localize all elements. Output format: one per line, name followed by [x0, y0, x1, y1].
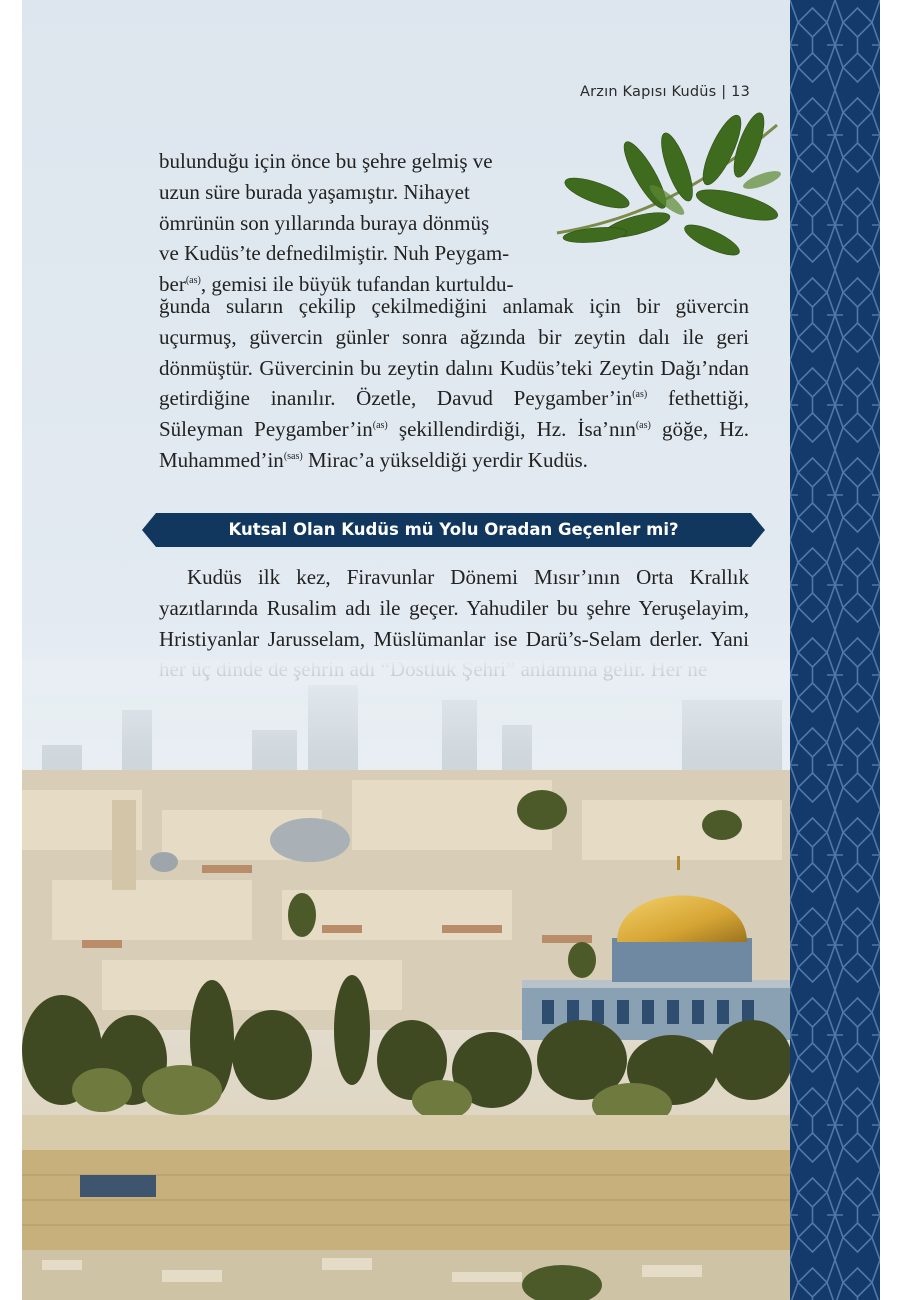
jerusalem-cityscape-photo — [22, 660, 790, 1300]
intro-lines — [159, 146, 549, 300]
section-heading-banner — [142, 513, 765, 547]
section-heading: Kutsal Olan Kudüs mü Yolu Oradan Geçenler mi? — [228, 520, 679, 539]
intro-line-5: ber$^{(as)}$, gemisi ile büyük tufandan kurtuldu- — [159, 272, 514, 297]
decorative-side-border — [790, 0, 880, 1300]
intro-line-2: uzun süre burada yaşamıştır. Nihayet — [159, 179, 470, 204]
book-page — [22, 0, 790, 1300]
geometric-pattern — [790, 0, 880, 1300]
olive-branch-illustration — [537, 105, 790, 275]
intro-paragraph-continued: ğunda suların çekilip çekilmediğini anlamak için bir güvercin uçurmuş, güvercin günler sonra ağzında bir zeytin dalı ile geri dönmüştür. Güvercinin bu zeytin dalını Kudüs’teki Zeytin Dağı’ndan getirdiğine inanılır. Özetle, Davud $Peygamber’in^{(as)}$ fethettiği, Süleyman $Peygamber’in^{(as)}$ şekillendirdiği, Hz. İsa’nın$^{(as)}$ göğe, Hz. $Muhammed’in^{(sas)}$ Mirac’a yükseldiği yerdir Kudüs. — [159, 294, 749, 472]
intro-line-3: ömrünün son yıllarında buraya dönmüş — [159, 210, 490, 235]
intro-line-1: bulunduğu için önce bu şehre gelmiş ve — [159, 149, 493, 173]
intro-line-4: ve Kudüs’te defnedilmiştir. Nuh Peygam- — [159, 241, 510, 266]
running-header: Arzın Kapısı Kudüs | 13 — [580, 84, 750, 100]
section-paragraph: Kudüs ilk kez, Firavunlar Dönemi Mısır’ının Orta Krallık yazıtlarında Rusalim adı ile geçer. Yahudiler bu şehre Yeruşelayim, Hristiyanlar Jarusselam, Müslümanlar ise Darü’s-Selam derler. Yani — [159, 565, 749, 651]
